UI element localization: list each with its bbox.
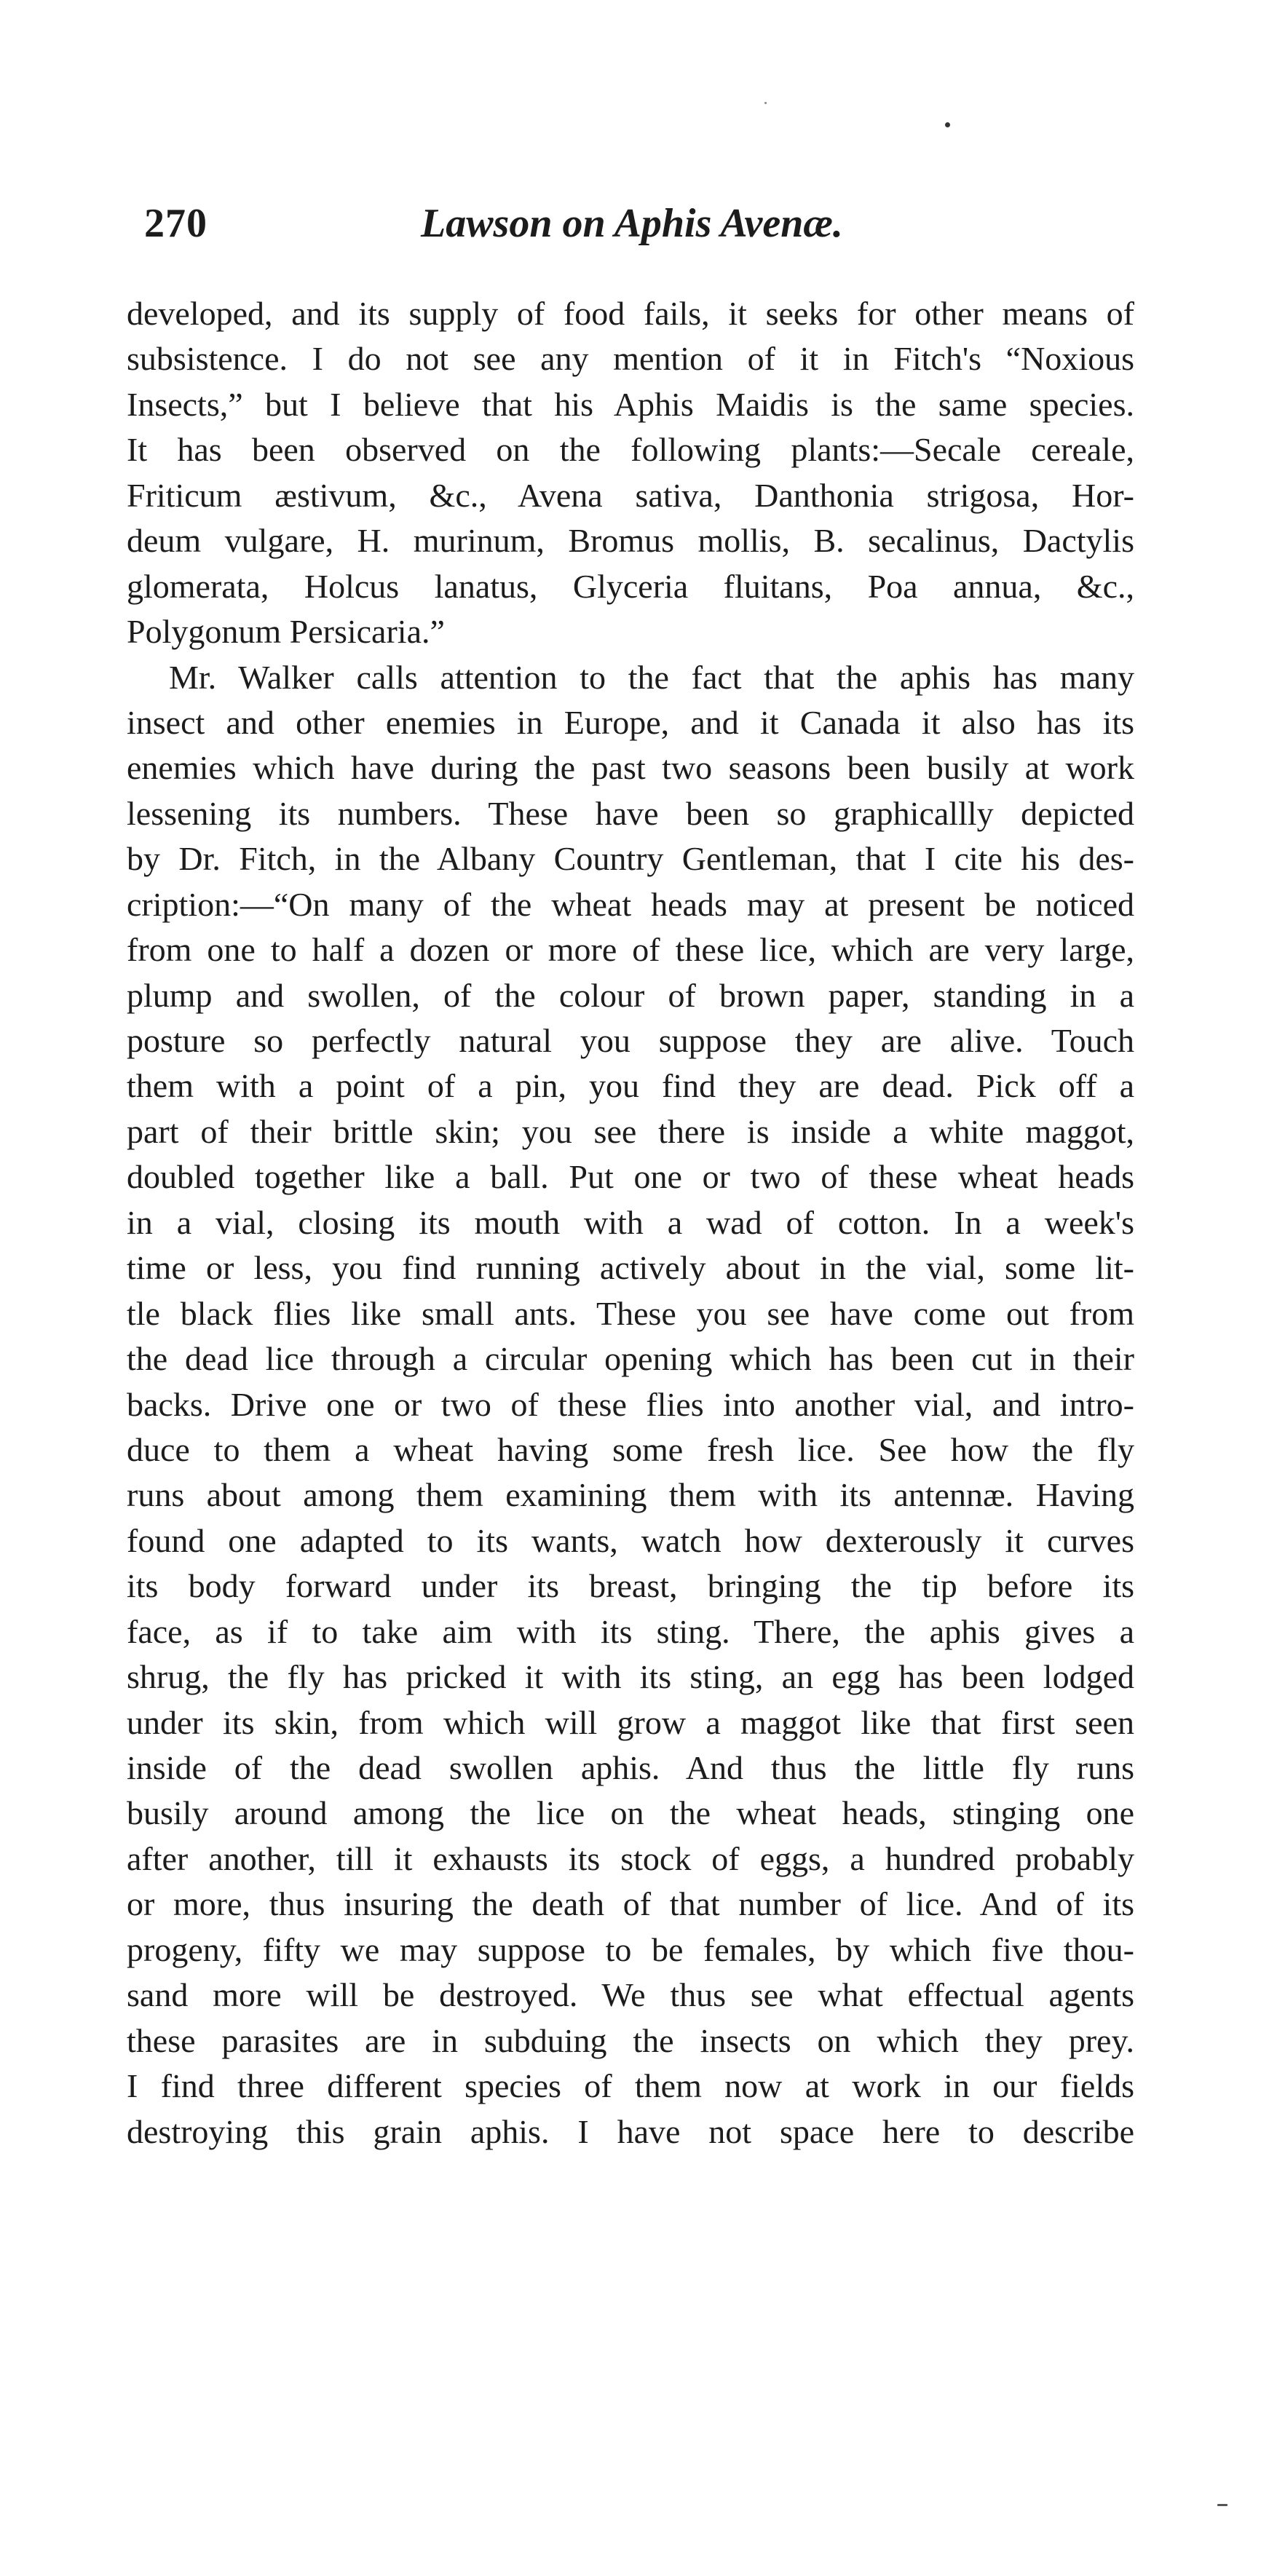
text-line: tle black flies like small ants. These you see have come out from [127,1294,1134,1332]
text-line: insect and other enemies in Europe, and it Canada it also has its [127,703,1134,741]
text-line: sand more will be destroyed. We thus see what effectual agents [127,1976,1134,2014]
text-line: the dead lice through a circular opening which has been cut in their [127,1340,1134,1378]
text-line: inside of the dead swollen aphis. And thus the little fly runs [127,1749,1134,1786]
text-line: busily around among the lice on the wheat heads, stinging one [127,1794,1134,1832]
text-line: from one to half a dozen or more of these lice, which are very large, [127,931,1134,969]
text-line: these parasites are in subduing the insects on which they prey. [127,2021,1134,2059]
text-line: Friticum æstivum, &c., Avena sativa, Danthonia strigosa, Hor- [127,476,1134,514]
text-line: plump and swollen, of the colour of brown paper, standing in a [127,976,1134,1014]
page-header [144,200,1120,258]
text-line: time or less, you find running actively about in the vial, some lit- [127,1249,1134,1287]
text-line: progeny, fifty we may suppose to be females, by which five thou- [127,1930,1134,1968]
text-line: in a vial, closing its mouth with a wad of cotton. In a week's [127,1203,1134,1241]
text-line: face, as if to take aim with its sting. There, the aphis gives a [127,1612,1134,1650]
text-line: shrug, the fly has pricked it with its sting, an egg has been lodged [127,1658,1134,1696]
print-speck [1217,2504,1228,2506]
text-line: by Dr. Fitch, in the Albany Country Gentleman, that I cite his des- [127,840,1134,878]
text-line: backs. Drive one or two of these flies into another vial, and intro- [127,1385,1134,1423]
text-line: glomerata, Holcus lanatus, Glyceria fluitans, Poa annua, &c., [127,567,1134,605]
text-line: duce to them a wheat having some fresh lice. See how the fly [127,1430,1134,1468]
text-line: subsistence. I do not see any mention of it in Fitch's “Noxious [127,340,1134,378]
text-line: I find three different species of them now at work in our fields [127,2067,1134,2105]
print-speck [764,102,767,104]
text-line: found one adapted to its wants, watch how dexterously it curves [127,1521,1134,1559]
text-line: after another, till it exhausts its stock of eggs, a hundred probably [127,1839,1134,1877]
text-line: doubled together like a ball. Put one or two of these wheat heads [127,1158,1134,1196]
text-line: part of their brittle skin; you see there is inside a white maggot, [127,1112,1134,1150]
print-speck [945,122,950,127]
text-line: destroying this grain aphis. I have not space here to describe [127,2112,1134,2150]
text-line: developed, and its supply of food fails, it seeks for other means of [127,295,1134,332]
text-line: them with a point of a pin, you find they are dead. Pick off a [127,1067,1134,1105]
text-line: deum vulgare, H. murinum, Bromus mollis, B. secalinus, Dactylis [127,522,1134,560]
text-line: Insects,” but I believe that his Aphis Maidis is the same species. [127,385,1134,423]
page-number: 270 [144,201,207,246]
paragraph-end-line: Polygonum Persicaria.” [127,613,445,651]
text-line: or more, thus insuring the death of that number of lice. And of its [127,1885,1134,1923]
text-line: runs about among them examining them with its antennæ. Having [127,1476,1134,1514]
text-line: cription:—“On many of the wheat heads may at present be noticed [127,885,1134,923]
text-line: under its skin, from which will grow a maggot like that first seen [127,1703,1134,1741]
text-line: posture so perfectly natural you suppose they are alive. Touch [127,1022,1134,1059]
text-line: enemies which have during the past two seasons been busily at work [127,749,1134,787]
text-line: its body forward under its breast, bringing the tip before its [127,1567,1134,1605]
text-line: It has been observed on the following plants:—Secale cereale, [127,431,1134,469]
body-text [127,291,1134,2155]
text-line: lessening its numbers. These have been so graphicallly depicted [127,794,1134,832]
running-head: Lawson on Aphis Avenæ. [421,201,843,246]
paragraph-start-line: Mr. Walker calls attention to the fact that the aphis has many [169,658,1134,696]
